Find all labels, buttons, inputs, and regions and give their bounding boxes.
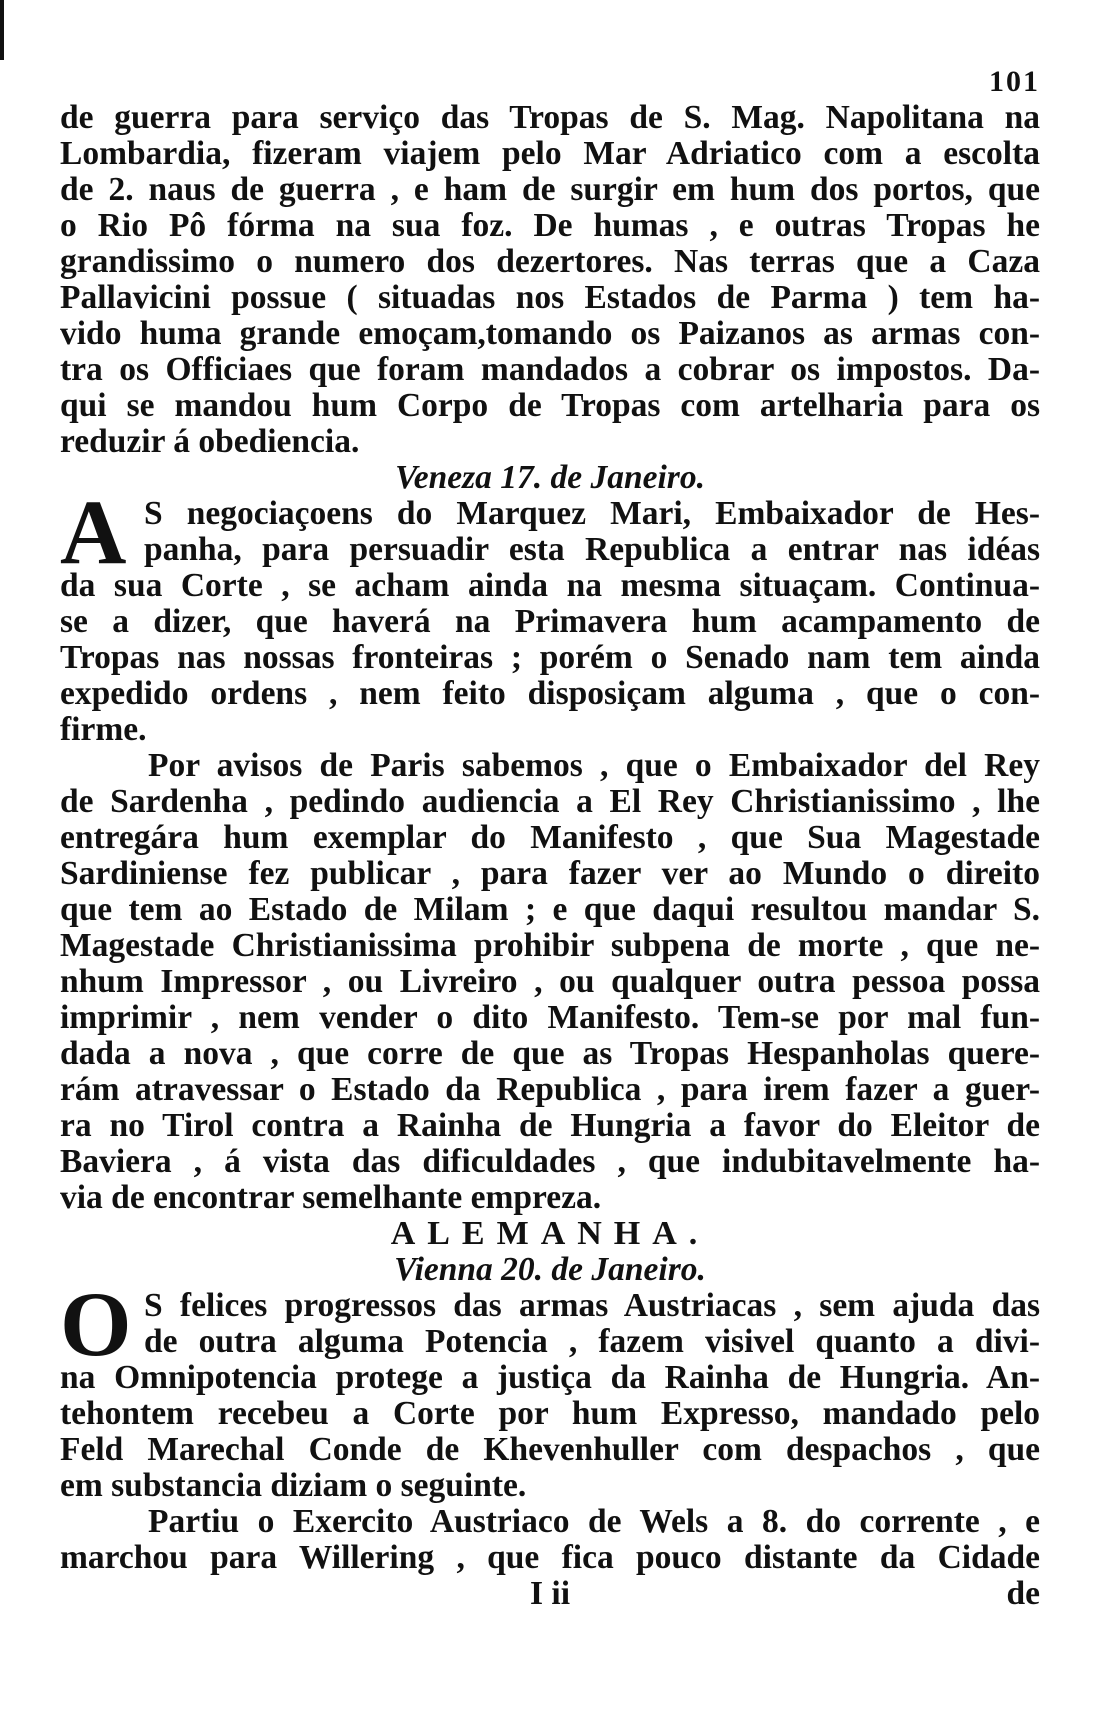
veneza-paragraph-2 <box>60 748 1040 1216</box>
text-line: de guerra para serviço das Tropas de S. Mag. Napolitana na <box>60 100 1040 136</box>
text-line: Por avisos de Paris sabemos , que o Embaixador del Rey <box>148 748 1040 784</box>
text-line: Tropas nas nossas fronteiras ; porém o Senado nam tem ainda <box>60 640 1040 676</box>
text-line: que tem ao Estado de Milam ; e que daqui resultou mandar S. <box>60 892 1040 928</box>
text-line: ra no Tirol contra a Rainha de Hungria a favor do Eleitor de <box>60 1108 1040 1144</box>
text-line: Lombardia, fizeram viajem pelo Mar Adriatico com a escolta <box>60 136 1040 172</box>
text-line: grandissimo o numero dos dezertores. Nas terras que a Caza <box>60 244 1040 280</box>
text-line: via de encontrar semelhante empreza. <box>60 1180 602 1216</box>
intro-paragraph <box>60 70 1040 460</box>
text-line: o Rio Pô fórma na sua foz. De humas , e outras Tropas he <box>60 208 1040 244</box>
vienna-paragraph-2 <box>60 1504 1040 1576</box>
veneza-paragraph-1 <box>60 481 1040 748</box>
text-line: panha, para persuadir esta Republica a entrar nas idéas <box>144 532 1040 568</box>
drop-cap-letter: O <box>60 1273 132 1375</box>
text-line: reduzir á obediencia. <box>60 424 360 460</box>
document-page <box>60 65 1040 1612</box>
text-line: Baviera , á vista das dificuldades , que indubitavelmente ha- <box>60 1144 1040 1180</box>
text-line: tra os Officiaes que foram mandados a cobrar os impostos. Da- <box>60 352 1040 388</box>
drop-cap-letter: A <box>60 481 127 583</box>
section-heading: ALEMANHA. <box>390 1215 710 1252</box>
text-line: nhum Impressor , ou Livreiro , ou qualquer outra pessoa possa <box>60 964 1040 1000</box>
text-line: marchou para Willering , que fica pouco distante da Cidade <box>60 1540 1040 1576</box>
text-line: entregára hum exemplar do Manifesto , que Sua Magestade <box>60 820 1040 856</box>
text-line: tehontem recebeu a Corte por hum Expresso, mandado pelo <box>60 1396 1040 1432</box>
vienna-paragraph-1 <box>60 1273 1040 1504</box>
catchword: de <box>1006 1575 1040 1612</box>
text-line: de Sardenha , pedindo audiencia a El Rey Christianissimo , lhe <box>60 784 1040 820</box>
text-line: qui se mandou hum Corpo de Tropas com artelharia para os <box>60 388 1040 424</box>
text-line: de 2. naus de guerra , e ham de surgir em hum dos portos, que <box>60 172 1040 208</box>
text-line: expedido ordens , nem feito disposiçam alguma , que o con- <box>60 676 1040 712</box>
page-edge-rule <box>0 0 4 60</box>
text-line: Pallavicini possue ( situadas nos Estados de Parma ) tem ha- <box>60 280 1040 316</box>
signature-mark: I ii <box>530 1575 571 1612</box>
text-line: dada a nova , que corre de que as Tropas Hespanholas quere- <box>60 1036 1040 1072</box>
text-line: Sardiniense fez publicar , para fazer ver ao Mundo o direito <box>60 856 1040 892</box>
page-number: 101 <box>989 65 1040 98</box>
text-line: firme. <box>60 712 147 748</box>
text-line: na Omnipotencia protege a justiça da Rainha de Hungria. An- <box>60 1360 1040 1396</box>
text-line: Magestade Christianissima prohibir subpena de morte , que ne- <box>60 928 1040 964</box>
text-line: imprimir , nem vender o dito Manifesto. Tem-se por mal fun- <box>60 1000 1040 1036</box>
text-line: de outra alguma Potencia , fazem visivel quanto a divi- <box>144 1324 1040 1360</box>
dateline-veneza: Veneza 17. de Janeiro. <box>395 459 705 496</box>
page-footer <box>60 1576 1040 1612</box>
text-line: rám atravessar o Estado da Republica , para irem fazer a guer- <box>60 1072 1040 1108</box>
text-line: se a dizer, que haverá na Primavera hum acampamento de <box>60 604 1040 640</box>
dateline-vienna: Vienna 20. de Janeiro. <box>394 1251 706 1288</box>
text-line: da sua Corte , se acham ainda na mesma situaçam. Continua- <box>60 568 1040 604</box>
text-line: em substancia diziam o seguinte. <box>60 1468 527 1504</box>
text-line: Partiu o Exercito Austriaco de Wels a 8. do corrente , e <box>148 1504 1040 1540</box>
text-line: vido huma grande emoçam,tomando os Paizanos as armas con- <box>60 316 1040 352</box>
text-line: S negociaçoens do Marquez Mari, Embaixador de Hes- <box>144 496 1040 532</box>
text-line: Feld Marechal Conde de Khevenhuller com despachos , que <box>60 1432 1040 1468</box>
text-line: S felices progressos das armas Austriacas , sem ajuda das <box>144 1288 1040 1324</box>
